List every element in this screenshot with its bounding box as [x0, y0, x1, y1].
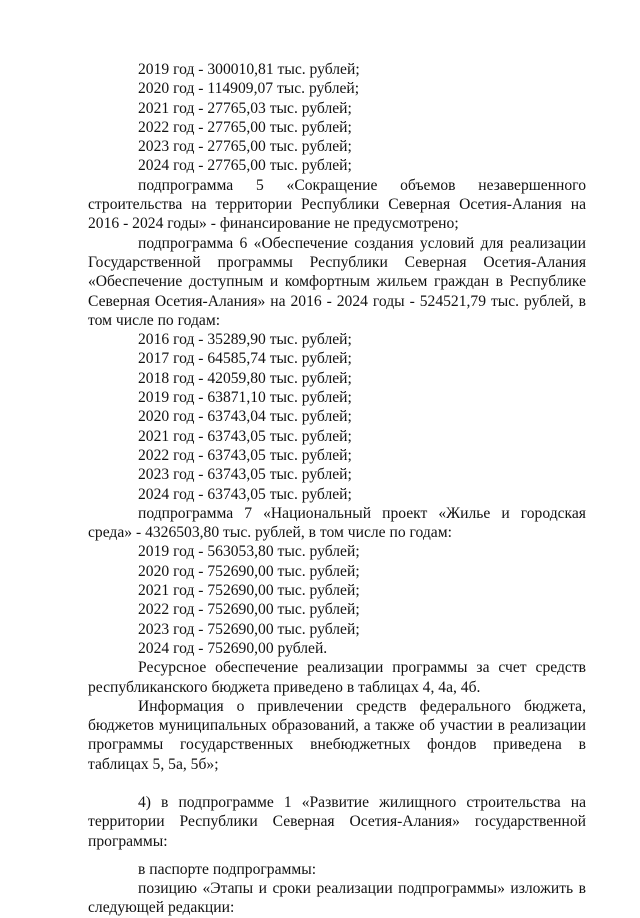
year-line: 2018 год - 42059,80 тыс. рублей;: [138, 369, 352, 387]
resource-paragraph: Ресурсное обеспечение реализации программы за счет средств республиканского бюджета приведено в таблицах 4, 4а, 4б.: [88, 659, 586, 696]
information-paragraph: Информация о привлечении средств федерального бюджета, бюджетов муниципальных образований, а также об участии в реализации программы государственных внебюджетных фондов приведена в таблицах 5, 5а, 5б»;: [88, 697, 586, 773]
year-line: 2023 год - 752690,00 тыс. рублей;: [138, 620, 360, 638]
year-line: 2023 год - 63743,05 тыс. рублей;: [138, 466, 352, 484]
year-list-subprogram-6: [88, 330, 586, 504]
item-4-paragraph: 4) в подпрограмме 1 «Развитие жилищного строительства на территории Республики Северная Осетия-Алания» государственной программы:: [88, 793, 586, 850]
year-line: 2022 год - 27765,00 тыс. рублей;: [138, 118, 352, 136]
year-line: 2024 год - 752690,00 рублей.: [138, 639, 328, 657]
year-line: 2021 год - 27765,03 тыс. рублей;: [138, 99, 352, 117]
year-line: 2020 год - 63743,04 тыс. рублей;: [138, 408, 352, 426]
year-line: 2019 год - 563053,80 тыс. рублей;: [138, 543, 360, 561]
year-list-subprogram-7: [88, 542, 586, 658]
year-line: 2023 год - 27765,00 тыс. рублей;: [138, 138, 352, 156]
subprogram-5-paragraph: подпрограмма 5 «Сокращение объемов незавершенного строительства на территории Республики Северная Осетия-Алания на 2016 - 2024 годы» - финансирование не предусмотрено;: [88, 176, 586, 233]
subprogram-7-paragraph: подпрограмма 7 «Национальный проект «Жилье и городская среда» - 4326503,80 тыс. рублей, в том числе по годам:: [88, 504, 586, 542]
year-line: 2024 год - 27765,00 тыс. рублей;: [138, 157, 352, 175]
year-line: 2024 год - 63743,05 тыс. рублей;: [138, 485, 352, 503]
year-line: 2019 год - 300010,81 тыс. рублей;: [138, 61, 360, 78]
paragraph-spacer: [88, 851, 586, 860]
paragraph-spacer: [88, 774, 586, 793]
document-page: [88, 60, 586, 918]
year-line: 2020 год - 114909,07 тыс. рублей;: [138, 80, 360, 98]
year-line: 2019 год - 63871,10 тыс. рублей;: [138, 389, 352, 407]
position-paragraph: позицию «Этапы и сроки реализации подпрограммы» изложить в следующей редакции:: [88, 880, 586, 917]
passport-paragraph: в паспорте подпрограммы:: [138, 860, 317, 878]
year-line: 2021 год - 752690,00 тыс. рублей;: [138, 582, 360, 600]
year-line: 2020 год - 752690,00 тыс. рублей;: [138, 562, 360, 580]
year-line: 2022 год - 752690,00 тыс. рублей;: [138, 601, 360, 619]
year-list-block1: [88, 60, 586, 176]
subprogram-6-paragraph: подпрограмма 6 «Обеспечение создания условий для реализации Государственной программы Республики Северная Осетия-Алания «Обеспечение доступным и комфортным жильем граждан в Республике Северная Осетия-Алания» на 2016 - 2024 годы - 524521,79 тыс. рублей, в том числе по годам:: [88, 234, 586, 329]
year-line: 2021 год - 63743,05 тыс. рублей;: [138, 427, 352, 445]
year-line: 2022 год - 63743,05 тыс. рублей;: [138, 446, 352, 464]
year-line: 2017 год - 64585,74 тыс. рублей;: [138, 350, 352, 368]
year-line: 2016 год - 35289,90 тыс. рублей;: [138, 331, 352, 349]
